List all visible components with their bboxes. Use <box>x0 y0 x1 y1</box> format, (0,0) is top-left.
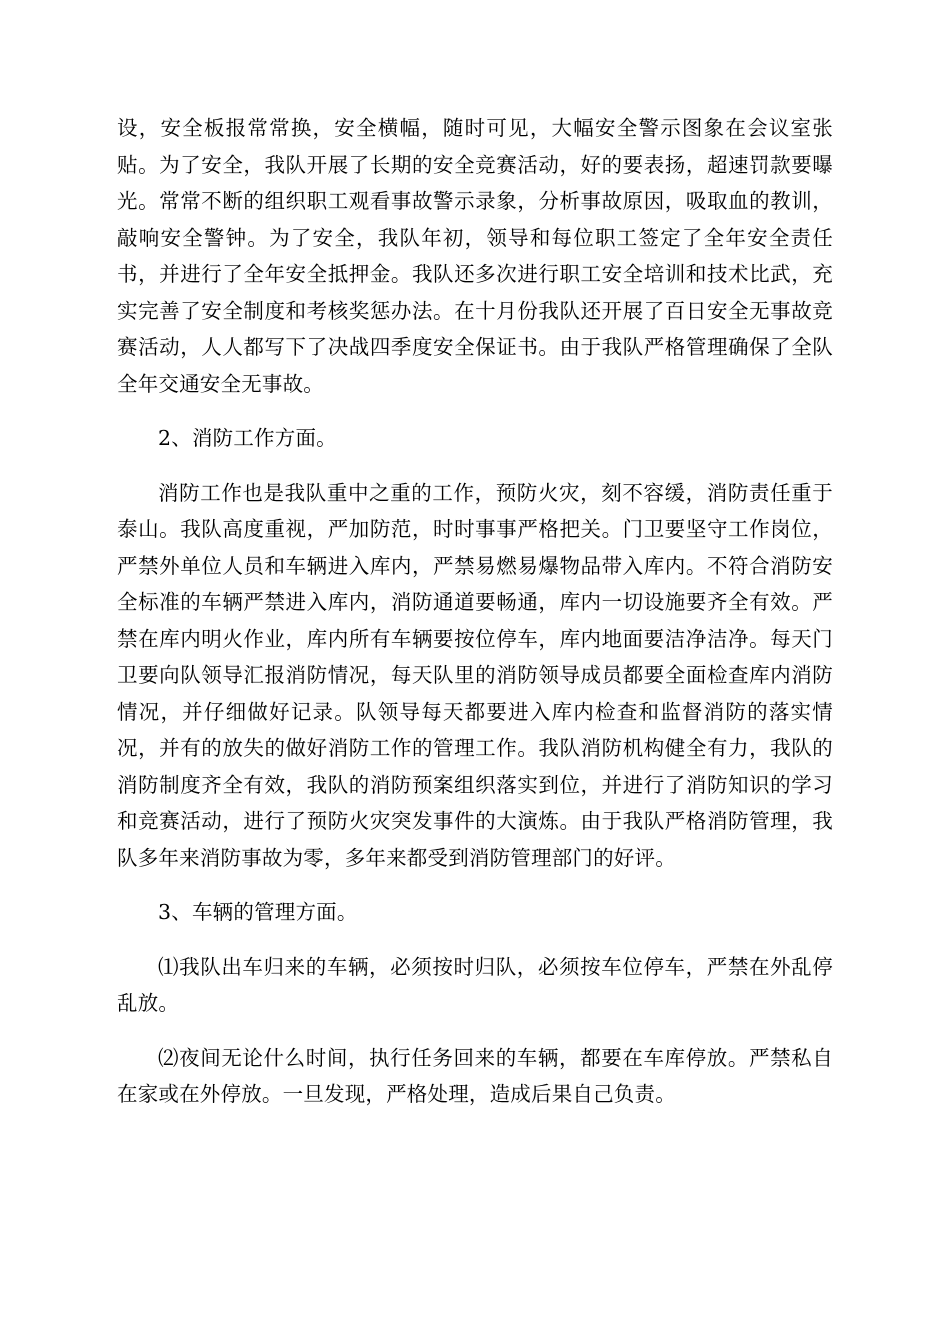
paragraph-spacer <box>117 457 833 475</box>
paragraph-spacer <box>117 931 833 949</box>
section-heading-fire-safety: 2、消防工作方面。 <box>158 426 337 450</box>
body-paragraph-safety-continued: 设，安全板报常常换，安全横幅，随时可见，大幅安全警示图象在会议室张贴。为了安全，我队开展了长期的安全竞赛活动，好的要表扬，超速罚款要曝光。常常不断的组织职工观看事故警示录象，分析事故原因，吸取血的教训，敲响安全警钟。为了安全，我队年初，领导和每位职工签定了全年安全责任书，并进行了全年安全抵押金。我队还多次进行职工安全培训和技术比武，充实完善了安全制度和考核奖惩办法。在十月份我队还开展了百日安全无事故竞赛活动，人人都写下了决战四季度安全保证书。由于我队严格管理确保了全队全年交通安全无事故。 <box>117 116 833 396</box>
paragraph-spacer <box>117 876 833 894</box>
section-heading-vehicle-management: 3、车辆的管理方面。 <box>158 900 358 924</box>
list-item-vehicle-rule-1: ⑴我队出车归来的车辆，必须按时归队，必须按车位停车，严禁在外乱停乱放。 <box>117 954 833 1015</box>
paragraph-spacer <box>117 402 833 420</box>
body-paragraph-fire-safety: 消防工作也是我队重中之重的工作，预防火灾，刻不容缓，消防责任重于泰山。我队高度重视，严加防范，时时事事严格把关。门卫要坚守工作岗位，严禁外单位人员和车辆进入库内，严禁易燃易爆物品带入库内。不符合消防安全标准的车辆严禁进入库内，消防通道要畅通，库内一切设施要齐全有效。严禁在库内明火作业，库内所有车辆要按位停车，库内地面要洁净洁净。每天门卫要向队领导汇报消防情况，每天队里的消防领导成员都要全面检查库内消防情况，并仔细做好记录。队领导每天都要进入库内检查和监督消防的落实情况，并有的放失的做好消防工作的管理工作。我队消防机构健全有力，我队的消防制度齐全有效，我队的消防预案组织落实到位，并进行了消防知识的学习和竞赛活动，进行了预防火灾突发事件的大演炼。由于我队严格消防管理，我队多年来消防事故为零，多年来都受到消防管理部门的好评。 <box>117 480 833 870</box>
document-page <box>117 110 833 1113</box>
paragraph-spacer <box>117 1022 833 1040</box>
list-item-vehicle-rule-2: ⑵夜间无论什么时间，执行任务回来的车辆，都要在车库停放。严禁私自在家或在外停放。一旦发现，严格处理，造成后果自己负责。 <box>117 1045 833 1106</box>
